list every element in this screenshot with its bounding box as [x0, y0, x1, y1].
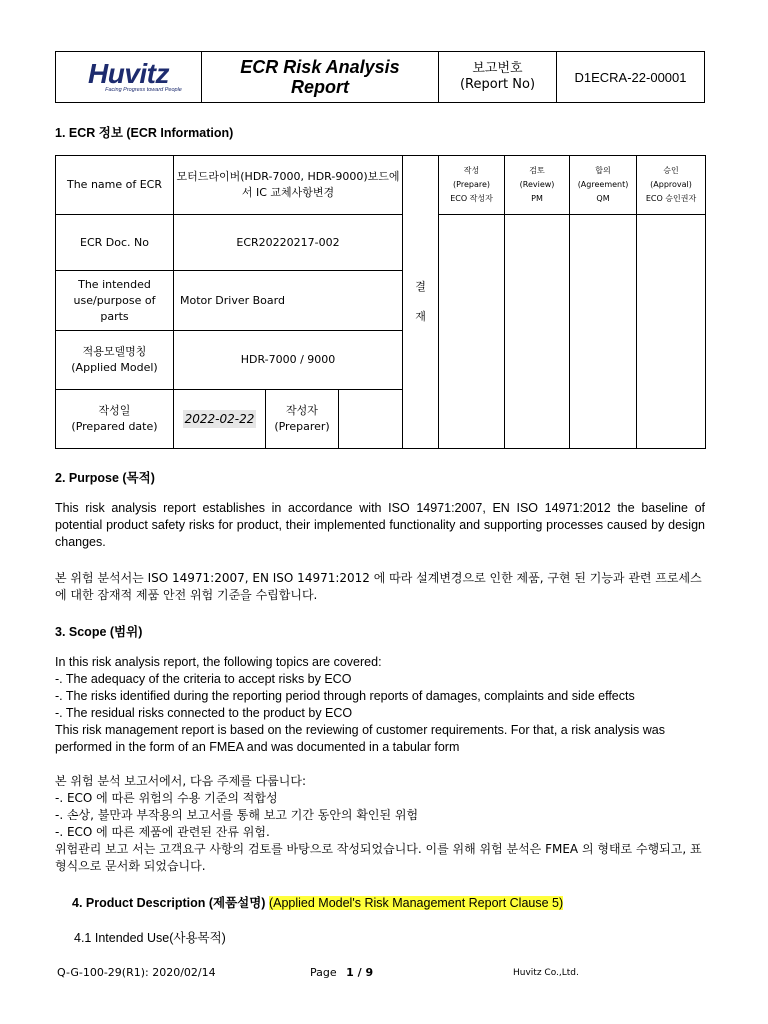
approval-col-ko: 검토 — [529, 166, 545, 175]
approval-col-agreement — [570, 156, 637, 215]
scope-line: -. The adequacy of the criteria to accept risks by ECO — [55, 672, 352, 686]
ecr-name-label: The name of ECR — [56, 156, 174, 215]
scope-text-ko — [55, 773, 705, 875]
scope-line: This risk management report is based on the reviewing of customer requirements. For that, a risk analysis was performed in the form of an FMEA and was documented in a tabular form — [55, 723, 665, 754]
purpose-text-ko: 본 위험 분석서는 ISO 14971:2007, EN ISO 14971:2012 에 따라 설계변경으로 인한 제품, 구현 된 기능과 관련 프로세스에 대한 잠재적 제품 안전 위험 기준을 수립합니다. — [55, 571, 702, 602]
preparer-label-en: (Preparer) — [274, 420, 330, 433]
approval-col-ko: 작성 — [463, 166, 480, 175]
approval-col-prepare — [439, 156, 505, 215]
section-4-heading-row — [72, 893, 563, 911]
footer-doc-code: Q-G-100-29(R1): 2020/02/14 — [57, 966, 216, 979]
approval-col-role: PM — [531, 194, 543, 203]
report-number: D1ECRA-22-00001 — [574, 69, 687, 85]
scope-line: -. The residual risks connected to the product by ECO — [55, 706, 353, 720]
prepared-date-label-ko: 작성일 — [98, 404, 131, 417]
ecr-name-value: 모터드라이버(HDR-7000, HDR-9000)보드에서 IC 교체사항변경 — [174, 156, 403, 215]
approval-col-en: (Agreement) — [577, 180, 629, 189]
approval-col-role: ECO 승인권자 — [645, 194, 697, 203]
report-title-line2: Report — [291, 77, 349, 97]
approval-vertical-char-2: 재 — [415, 310, 426, 323]
applied-model-value: HDR-7000 / 9000 — [174, 331, 403, 390]
section-3-heading: 3. Scope (범위) — [55, 625, 143, 639]
scope-line-ko: -. ECO 에 따른 위험의 수용 기준의 적합성 — [55, 791, 278, 805]
approval-col-en: (Approval) — [650, 180, 692, 189]
prepared-date-label-en: (Prepared date) — [71, 420, 158, 433]
prepared-date-value[interactable]: 2022-02-22 — [184, 412, 255, 426]
intended-use-value: Motor Driver Board — [174, 271, 403, 331]
signature-box-review — [505, 215, 570, 449]
applied-model-label-en: (Applied Model) — [71, 361, 158, 374]
approval-vertical-char-1: 결 — [415, 280, 426, 293]
footer-page-number: 1 / 9 — [346, 966, 374, 979]
approval-col-role: ECO 작성자 — [450, 194, 493, 203]
section-4-1-heading: 4.1 Intended Use(사용목적) — [74, 931, 226, 945]
scope-line-ko: -. 손상, 불만과 부작용의 보고서를 통해 보고 기간 동안의 확인된 위험 — [55, 808, 419, 822]
scope-line: -. The risks identified during the reporting period through reports of damages, complaints and side effects — [55, 689, 635, 703]
purpose-text-en: This risk analysis report establishes in accordance with ISO 14971:2007, EN ISO 14971:2012 the baseline of potential product safety risks for product, their implemented functionality and supporting processes caused by design changes. — [55, 501, 705, 549]
scope-line-ko: 위험관리 보고 서는 고객요구 사항의 검토를 바탕으로 작성되었습니다. 이를 위해 위험 분석은 FMEA 의 형태로 수행되고, 표 형식으로 문서화 되었습니다. — [55, 842, 702, 873]
section-1-heading: 1. ECR 정보 (ECR Information) — [55, 126, 234, 140]
ecr-doc-value: ECR20220217-002 — [174, 215, 403, 271]
approval-col-en: (Review) — [519, 180, 555, 189]
approval-col-approval — [637, 156, 706, 215]
report-title — [202, 52, 439, 102]
logo-wordmark: Huvitz — [88, 57, 169, 89]
intended-use-label: The intended use/purpose of parts — [56, 271, 174, 331]
approval-vertical-label — [403, 156, 439, 449]
approval-col-review — [505, 156, 570, 215]
document-header — [55, 51, 705, 103]
preparer-label — [266, 390, 339, 449]
preparer-value — [339, 390, 403, 449]
footer-page-label: Page — [310, 966, 337, 979]
report-no-label-ko: 보고번호 — [472, 61, 523, 76]
footer-company: Huvitz Co.,Ltd. — [513, 968, 579, 978]
prepared-date-label — [56, 390, 174, 449]
section-4-note: (Applied Model's Risk Management Report Clause 5) — [268, 896, 564, 910]
preparer-label-ko: 작성자 — [286, 404, 318, 417]
report-no-label-en: (Report No) — [459, 77, 536, 92]
scope-text-en — [55, 654, 705, 756]
applied-model-label — [56, 331, 174, 390]
section-4-heading: 4. Product Description (제품설명) — [72, 896, 266, 910]
approval-col-role: QM — [596, 194, 610, 203]
scope-line-ko: 본 위험 분석 보고서에서, 다음 주제를 다룹니다: — [55, 774, 306, 788]
report-title-line1: ECR Risk Analysis — [240, 57, 400, 77]
ecr-info-table — [55, 155, 706, 449]
report-no-label — [439, 52, 557, 102]
logo-tagline: Facing Progress toward People — [105, 86, 182, 93]
ecr-doc-label: ECR Doc. No — [56, 215, 174, 271]
approval-col-ko: 승인 — [663, 166, 679, 175]
applied-model-label-ko: 적용모델명칭 — [82, 345, 147, 358]
signature-box-prepare — [439, 215, 505, 449]
scope-line-ko: -. ECO 에 따른 제품에 관련된 잔류 위험. — [55, 825, 270, 839]
approval-col-en: (Prepare) — [453, 180, 491, 189]
approval-col-ko: 합의 — [595, 166, 611, 175]
section-2-heading: 2. Purpose (목적) — [55, 471, 155, 485]
company-logo — [56, 52, 202, 102]
scope-line: In this risk analysis report, the following topics are covered: — [55, 655, 382, 669]
footer-page — [310, 966, 373, 979]
signature-box-agreement — [570, 215, 637, 449]
prepared-date-cell — [174, 390, 266, 449]
signature-box-approval — [637, 215, 706, 449]
